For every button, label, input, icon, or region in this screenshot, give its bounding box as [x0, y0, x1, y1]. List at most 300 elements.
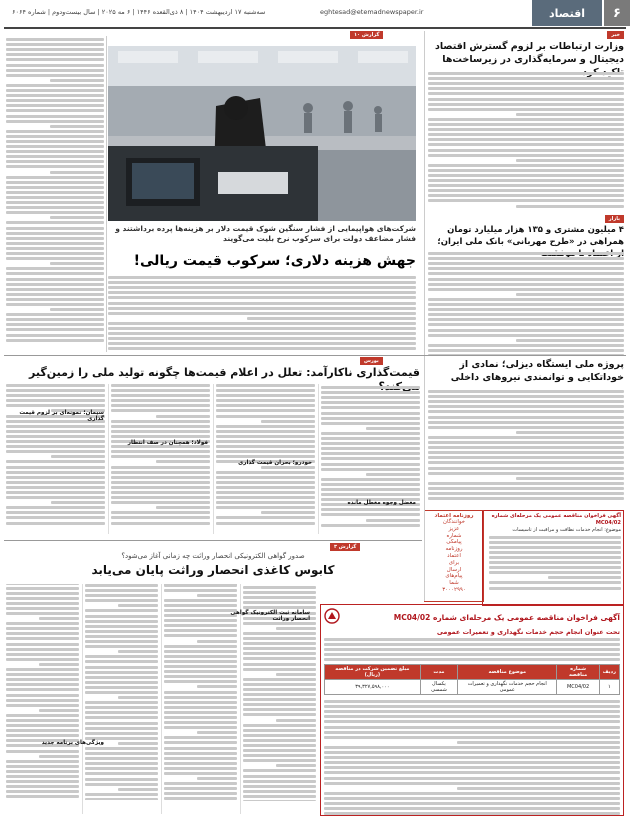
text-line: [243, 698, 316, 701]
text-line: [164, 650, 237, 653]
headline-diesel: پروژه ملی ایستگاه دیزلی؛ نمادی از خوداتکایی و توانمندی نیروهای داخلی: [450, 359, 624, 383]
text-line: [50, 216, 104, 219]
text-line: [6, 632, 79, 635]
text-line: [321, 406, 420, 409]
text-line: [164, 706, 237, 709]
text-line: [108, 291, 416, 294]
text-line: [428, 272, 624, 275]
text-line: [428, 87, 624, 90]
date-line: سه‌شنبه ۱۷ اردیبهشت ۱۴۰۴ | ۸ ذی‌القعده ۱۴۴۶ | ۶ مه ۲۰۲۵ | سال بیست‌ودوم | شماره ۶۰۶۴: [12, 8, 266, 16]
ad-tender-top: [482, 510, 624, 606]
text-line: [428, 128, 624, 131]
middle-sub3: خودرو؛ بحران قیمت گذاری: [238, 460, 312, 466]
text-line: [85, 594, 158, 597]
text-line: [321, 401, 420, 404]
text-line: [216, 486, 315, 489]
text-line: [164, 787, 237, 790]
text-line: [6, 272, 104, 275]
text-line: [6, 104, 104, 107]
text-line: [6, 694, 79, 697]
text-line: [428, 92, 624, 95]
text-line: [6, 719, 79, 722]
text-line: [243, 688, 316, 691]
text-line: [321, 432, 420, 435]
text-line: [6, 99, 104, 102]
table-header-cell: مبلغ تضمین شرکت در مناقصه (ریال): [325, 665, 421, 680]
text-line: [156, 415, 210, 418]
text-line: [85, 701, 158, 704]
text-line: [243, 795, 316, 798]
text-line: [108, 322, 416, 325]
text-line: [6, 313, 104, 316]
text-line: [321, 447, 420, 450]
text-line: [243, 785, 316, 788]
text-line: [428, 461, 624, 464]
text-line: [6, 476, 105, 479]
text-line: [216, 435, 315, 438]
text-line: [6, 688, 79, 691]
text-line: [489, 571, 621, 574]
text-line: [108, 276, 416, 279]
text-line: [6, 94, 104, 97]
body-diesel: [428, 388, 624, 504]
text-line: [6, 785, 79, 788]
text-line: [164, 629, 237, 632]
text-line: [216, 384, 315, 387]
text-line: [489, 546, 621, 549]
text-line: [108, 337, 416, 340]
promo-line: شما: [449, 580, 459, 587]
column-divider: [424, 31, 425, 601]
text-line: [216, 399, 315, 402]
text-line: [324, 812, 620, 815]
text-line: [428, 138, 624, 141]
text-line: [324, 746, 620, 749]
text-line: [216, 389, 315, 392]
text-line: [85, 615, 158, 618]
text-line: [6, 334, 104, 337]
text-line: [324, 700, 620, 703]
text-line: [6, 506, 105, 509]
text-line: [85, 630, 158, 633]
text-line: [243, 596, 316, 599]
text-line: [164, 757, 237, 760]
text-line: [243, 734, 316, 737]
text-line: [428, 472, 624, 475]
text-line: [6, 53, 104, 56]
lead-headline: جهش هزینه دلاری؛ سرکوب قیمت ریالی!: [133, 253, 416, 269]
text-line: [6, 496, 105, 499]
text-line: [321, 457, 420, 460]
text-line: [428, 497, 624, 500]
text-line: [243, 729, 316, 732]
text-line: [85, 762, 158, 765]
text-line: [428, 467, 624, 470]
text-line: [85, 727, 158, 730]
text-line: [85, 722, 158, 725]
text-line: [6, 227, 104, 230]
text-line: [243, 693, 316, 696]
text-line: [243, 652, 316, 655]
text-line: [164, 721, 237, 724]
text-line: [197, 731, 237, 734]
text-line: [428, 329, 624, 332]
text-line: [428, 421, 624, 424]
text-line: [6, 522, 105, 525]
text-line: [216, 516, 315, 519]
text-line: [428, 283, 624, 286]
text-line: [243, 683, 316, 686]
text-line: [164, 752, 237, 755]
tag-report-3: گزارش ۳: [330, 543, 360, 551]
text-line: [247, 317, 416, 320]
text-line: [321, 396, 420, 399]
text-line: [118, 604, 158, 607]
text-line: [243, 708, 316, 711]
text-line: [428, 77, 624, 80]
text-line: [6, 145, 104, 148]
text-line: [428, 405, 624, 408]
text-line: [164, 767, 237, 770]
middle-sub2: فولاد؛ همچنان در صف انتظار: [127, 440, 208, 446]
text-line: [216, 496, 315, 499]
text-line: [6, 135, 104, 138]
text-line: [428, 482, 624, 485]
text-line: [6, 186, 104, 189]
text-line: [243, 744, 316, 747]
text-line: [324, 756, 620, 759]
text-line: [243, 703, 316, 706]
text-line: [85, 691, 158, 694]
promo-brand: روزنامه اعتماد: [434, 513, 474, 519]
text-line: [428, 103, 624, 106]
table-cell: ۱: [599, 680, 619, 695]
text-line: [111, 486, 210, 489]
text-line: [6, 673, 79, 676]
text-line: [243, 713, 316, 716]
text-line: [516, 293, 624, 296]
ad-bottom-body: [324, 698, 620, 818]
text-line: [6, 516, 105, 519]
text-line: [261, 420, 315, 423]
text-line: [366, 427, 420, 430]
text-line: [428, 308, 624, 311]
text-line: [428, 451, 624, 454]
text-line: [6, 683, 79, 686]
text-line: [6, 288, 104, 291]
promo-lines: [442, 519, 466, 594]
text-line: [85, 655, 158, 658]
text-line: [324, 715, 620, 718]
text-line: [85, 640, 158, 643]
text-line: [6, 293, 104, 296]
text-line: [428, 143, 624, 146]
text-line: [324, 720, 620, 723]
text-line: [243, 754, 316, 757]
text-line: [428, 446, 624, 449]
text-line: [428, 174, 624, 177]
text-line: [324, 710, 620, 713]
text-line: [85, 620, 158, 623]
text-line: [6, 486, 105, 489]
text-line: [489, 587, 621, 590]
text-line: [108, 327, 416, 330]
text-line: [85, 584, 158, 587]
text-line: [321, 422, 420, 425]
text-line: [6, 150, 104, 153]
text-line: [6, 283, 104, 286]
text-line: [164, 680, 237, 683]
promo-line: روزنامه: [445, 546, 463, 553]
text-line: [164, 589, 237, 592]
text-line: [85, 681, 158, 684]
text-line: [6, 38, 104, 41]
promo-line: ۳۰۰۰۲۹۹۰: [442, 586, 466, 593]
ad-bottom-title: آگهی فراخوان مناقصه عمومی یک مرحله‌ای شماره MC04/02: [393, 613, 620, 622]
text-line: [428, 194, 624, 197]
text-line: [164, 782, 237, 785]
text-line: [50, 308, 104, 311]
text-line: [164, 624, 237, 627]
text-line: [243, 780, 316, 783]
ad-bottom-subtitle: تحت عنوان انجام حجم خدمات نگهداری و تعمیرات عمومی: [436, 628, 620, 636]
text-line: [6, 206, 104, 209]
text-line: [118, 742, 158, 745]
text-line: [6, 734, 79, 737]
text-line: [548, 576, 621, 579]
text-line: [51, 455, 105, 458]
text-line: [321, 412, 420, 415]
text-line: [428, 123, 624, 126]
text-line: [324, 658, 620, 661]
text-line: [324, 797, 620, 800]
text-line: [111, 425, 210, 428]
text-line: [164, 716, 237, 719]
text-line: [428, 288, 624, 291]
text-line: [428, 436, 624, 439]
text-line: [321, 478, 420, 481]
text-line: [324, 731, 620, 734]
text-line: [50, 262, 104, 265]
text-line: [243, 647, 316, 650]
text-line: [6, 750, 79, 753]
text-line: [39, 663, 79, 666]
text-line: [164, 741, 237, 744]
text-line: [276, 673, 316, 676]
text-line: [6, 435, 105, 438]
text-line: [428, 199, 624, 202]
text-line: [6, 165, 104, 168]
text-line: [428, 456, 624, 459]
ad-top-title: آگهی فراخوان مناقصه عمومی یک مرحله‌ای شماره MC04/02: [491, 513, 621, 526]
text-line: [6, 678, 79, 681]
text-line: [6, 221, 104, 224]
text-line: [164, 701, 237, 704]
text-line: [6, 430, 105, 433]
text-line: [6, 425, 105, 428]
text-line: [111, 455, 210, 458]
text-line: [6, 704, 79, 707]
text-line: [111, 476, 210, 479]
text-line: [243, 790, 316, 793]
text-line: [428, 72, 624, 75]
text-line: [321, 391, 420, 394]
header-rule: [4, 27, 626, 29]
text-line: [6, 120, 104, 123]
text-line: [243, 759, 316, 762]
text-line: [85, 778, 158, 781]
text-line: [243, 632, 316, 635]
text-line: [39, 709, 79, 712]
text-line: [6, 404, 105, 407]
text-line: [164, 655, 237, 658]
text-line: [489, 561, 621, 564]
text-line: [216, 404, 315, 407]
text-line: [6, 471, 105, 474]
text-line: [85, 711, 158, 714]
text-line: [428, 390, 624, 393]
text-line: [216, 481, 315, 484]
text-line: [321, 463, 420, 466]
text-line: [428, 267, 624, 270]
table-header-cell: ردیف: [599, 665, 619, 680]
text-line: [243, 637, 316, 640]
text-line: [85, 589, 158, 592]
text-line: [243, 642, 316, 645]
text-line: [51, 501, 105, 504]
text-line: [321, 508, 420, 511]
text-line: [6, 242, 104, 245]
text-line: [428, 313, 624, 316]
text-line: [108, 347, 416, 350]
text-line: [216, 440, 315, 443]
text-line: [6, 130, 104, 133]
text-line: [6, 58, 104, 61]
text-line: [111, 420, 210, 423]
text-line: [39, 755, 79, 758]
text-line: [111, 511, 210, 514]
text-line: [428, 82, 624, 85]
text-line: [216, 501, 315, 504]
text-line: [111, 394, 210, 397]
text-line: [85, 666, 158, 669]
text-line: [6, 445, 105, 448]
text-line: [324, 782, 620, 785]
text-line: [428, 252, 624, 255]
text-line: [6, 181, 104, 184]
lead-photo: [108, 46, 416, 221]
text-line: [6, 323, 104, 326]
text-line: [428, 108, 624, 111]
text-line: [85, 645, 158, 648]
text-line: [6, 466, 105, 469]
text-line: [197, 594, 237, 597]
website[interactable]: eghtesad@etemadnewspaper.ir: [320, 8, 424, 16]
text-line: [321, 524, 420, 527]
text-line: [164, 691, 237, 694]
text-line: [6, 389, 105, 392]
text-line: [6, 592, 79, 595]
text-line: [324, 653, 620, 656]
text-line: [6, 775, 79, 778]
text-line: [118, 696, 158, 699]
text-line: [428, 118, 624, 121]
text-line: [118, 650, 158, 653]
text-line: [216, 455, 315, 458]
text-line: [197, 777, 237, 780]
text-line: [243, 622, 316, 625]
bottom-kicker: صدور گواهی الکترونیکی انحصار وراثت چه زمانی آغاز می‌شود؟: [121, 552, 305, 560]
text-line: [216, 491, 315, 494]
text-line: [6, 643, 79, 646]
text-line: [428, 278, 624, 281]
text-line: [85, 747, 158, 750]
text-line: [324, 736, 620, 739]
text-line: [164, 665, 237, 668]
text-line: [164, 670, 237, 673]
text-line: [85, 676, 158, 679]
text-line: [6, 89, 104, 92]
text-line: [6, 43, 104, 46]
table-cell: MC04/02: [557, 680, 599, 695]
promo-line: عزیز: [448, 525, 460, 532]
text-line: [6, 328, 104, 331]
text-line: [164, 604, 237, 607]
middle-body: [6, 384, 420, 534]
text-line: [6, 795, 79, 798]
promo-line: پیام‌های: [445, 573, 463, 580]
text-line: [516, 339, 624, 342]
text-line: [516, 113, 624, 116]
text-line: [428, 184, 624, 187]
promo-line: شماره: [446, 532, 462, 539]
text-line: [6, 714, 79, 717]
text-line: [243, 601, 316, 604]
text-line: [6, 191, 104, 194]
text-line: [6, 622, 79, 625]
text-line: [85, 660, 158, 663]
text-line: [324, 771, 620, 774]
text-line: [428, 169, 624, 172]
text-line: [6, 115, 104, 118]
text-line: [276, 719, 316, 722]
text-line: [324, 705, 620, 708]
text-line: [324, 792, 620, 795]
text-line: [428, 492, 624, 495]
text-line: [111, 450, 210, 453]
left-divider: [106, 36, 107, 352]
text-line: [516, 159, 624, 162]
text-line: [489, 556, 621, 559]
text-line: [197, 685, 237, 688]
text-line: [243, 739, 316, 742]
text-line: [111, 522, 210, 525]
text-line: [428, 416, 624, 419]
text-line: [324, 802, 620, 805]
text-line: [428, 257, 624, 260]
promo-line: برای: [448, 559, 460, 566]
text-line: [216, 394, 315, 397]
middle-sub4: معضل وجوه معطل مانده: [347, 500, 416, 506]
text-line: [6, 612, 79, 615]
ad-bottom-intro: [324, 636, 620, 664]
text-line: [261, 511, 315, 514]
text-line: [324, 726, 620, 729]
text-line: [164, 599, 237, 602]
text-line: [6, 399, 105, 402]
text-line: [6, 155, 104, 158]
text-line: [108, 296, 416, 299]
